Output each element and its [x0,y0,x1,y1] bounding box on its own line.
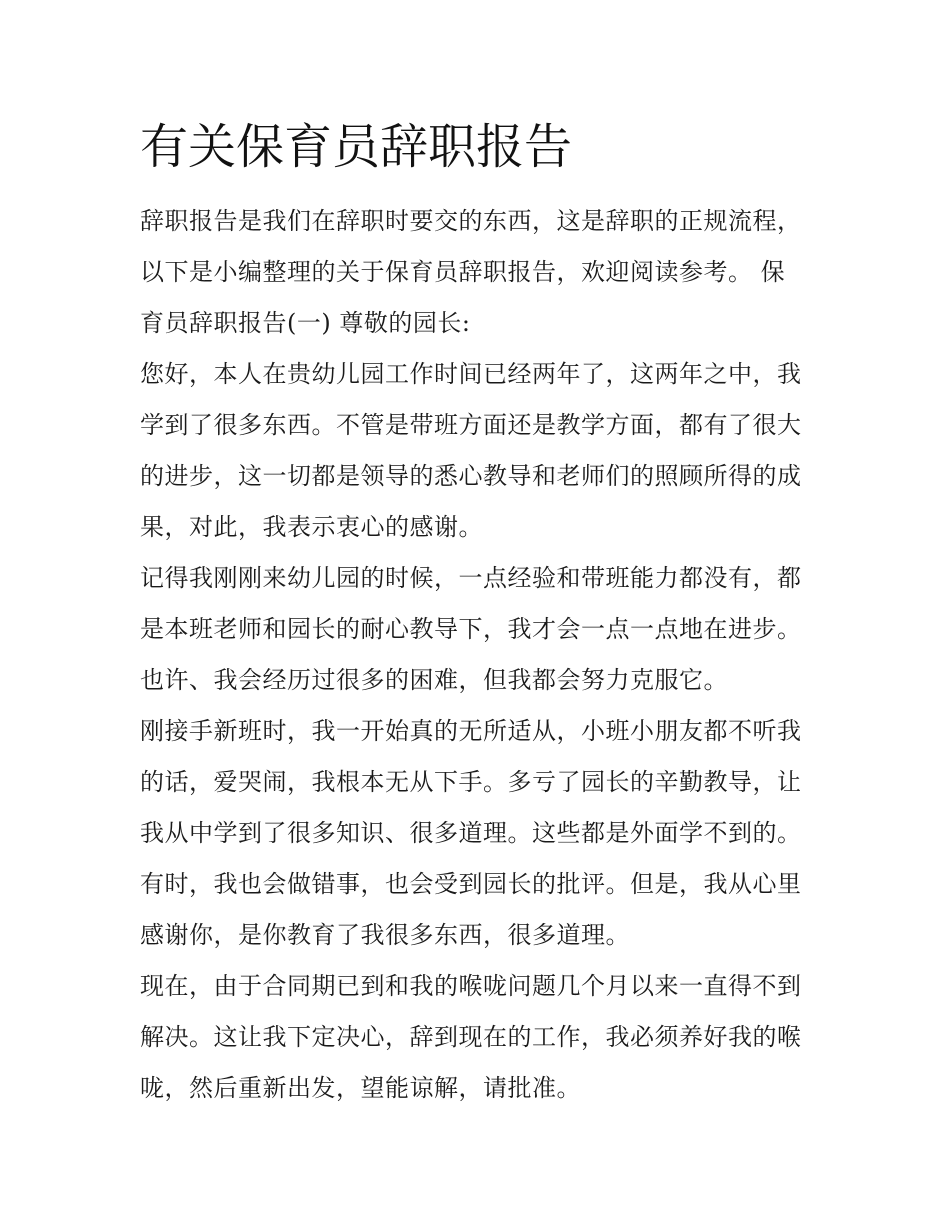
text-line: 咙，然后重新出发，望能谅解，请批准。 [140,1074,581,1102]
document-title: 有关保育员辞职报告 [140,119,573,175]
text-line: 记得我刚刚来幼儿园的时候，一点经验和带班能力都没有，都 [140,564,802,592]
text-line: 育员辞职报告(一) 尊敬的园长: [140,309,471,337]
text-line: 果，对此，我表示衷心的感谢。 [140,513,483,541]
text-line: 我从中学到了很多知识、很多道理。这些都是外面学不到的。 [140,819,802,847]
text-line: 有时，我也会做错事，也会受到园长的批评。但是，我从心里 [140,870,802,898]
text-line: 也许、我会经历过很多的困难，但我都会努力克服它。 [140,666,728,694]
document-body [140,196,820,1114]
text-line: 学到了很多东西。不管是带班方面还是教学方面，都有了很大 [140,411,802,439]
text-line: 解决。这让我下定决心，辞到现在的工作，我必须养好我的喉 [140,1023,802,1051]
text-line: 以下是小编整理的关于保育员辞职报告，欢迎阅读参考。 保 [140,258,786,286]
text-line: 的话，爱哭闹，我根本无从下手。多亏了园长的辛勤教导，让 [140,768,802,796]
text-line: 是本班老师和园长的耐心教导下，我才会一点一点地在进步。 [140,615,802,643]
text-line: 辞职报告是我们在辞职时要交的东西，这是辞职的正规流程， [140,207,802,235]
text-line: 刚接手新班时，我一开始真的无所适从，小班小朋友都不听我 [140,717,802,745]
text-line: 感谢你，是你教育了我很多东西，很多道理。 [140,921,630,949]
text-line: 您好，本人在贵幼儿园工作时间已经两年了，这两年之中，我 [140,360,802,388]
text-line: 现在，由于合同期已到和我的喉咙问题几个月以来一直得不到 [140,972,802,1000]
text-line: 的进步，这一切都是领导的悉心教导和老师们的照顾所得的成 [140,462,802,490]
